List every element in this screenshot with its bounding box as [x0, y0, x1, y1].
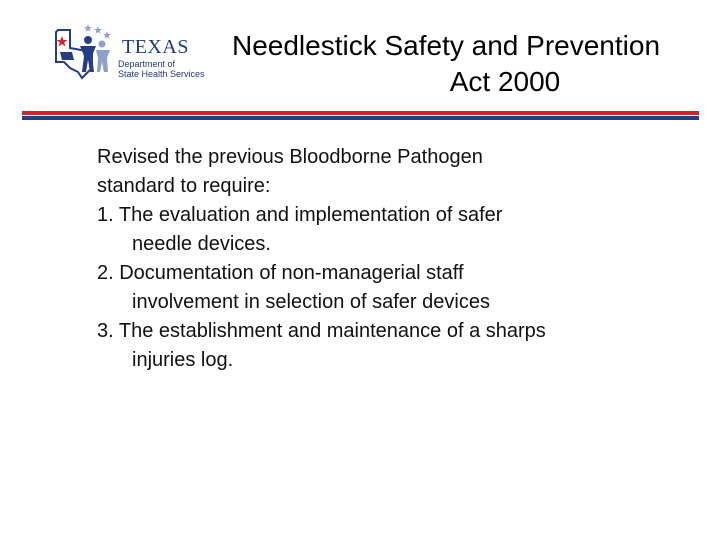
- list-item-2-line1: 2. Documentation of non-managerial staff: [97, 262, 464, 284]
- texas-shape-icon: [52, 22, 122, 84]
- list-item-1-line2: needle devices.: [132, 233, 271, 255]
- intro-line1: Revised the previous Bloodborne Pathogen: [97, 146, 483, 168]
- list-item-1-line1: 1. The evaluation and implementation of safer: [97, 204, 503, 226]
- slide-title-line2: Act 2000: [449, 66, 561, 97]
- logo-department-line1: Department of: [118, 59, 176, 69]
- list-item-3-line1: 3. The establishment and maintenance of a sharps: [97, 320, 546, 342]
- intro-line2: standard to require:: [97, 175, 271, 197]
- header-rule-blue: [22, 116, 699, 120]
- logo-department-line2: State Health Services: [118, 69, 205, 79]
- logo-wordmark: TEXAS: [122, 36, 189, 58]
- slide-body: [97, 143, 697, 375]
- dshs-logo: [52, 22, 212, 84]
- list-item-2-line2: involvement in selection of safer devices: [132, 291, 490, 313]
- list-item-3-line2: injuries log.: [132, 349, 234, 371]
- slide-title: [190, 28, 702, 100]
- header-rule-red: [22, 111, 699, 115]
- slide-title-line1: Needlestick Safety and Prevention: [231, 30, 661, 61]
